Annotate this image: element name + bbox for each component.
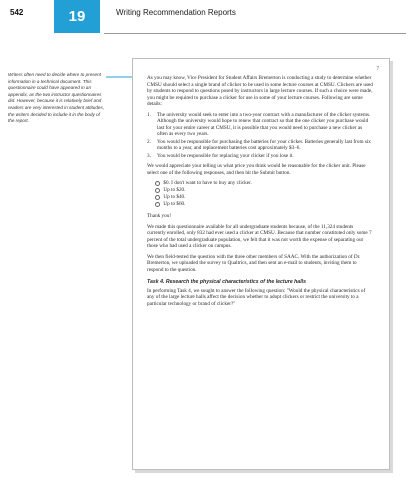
response-options [155, 180, 373, 208]
question-paragraph: We would appreciate your telling us what price you think would be reasonable for the clicker unit. Please select one of the following responses, and then hit the Submit button. [147, 163, 366, 176]
running-title: Writing Recommendation Reports [116, 8, 236, 17]
list-item-text: You would be responsible for replacing your clicker if you lose it. [157, 152, 294, 159]
list-item [147, 153, 373, 160]
radio-button[interactable] [155, 181, 160, 186]
intro-paragraph: As you may know, Vice President for Student Affairs Bremerton is conducting a study to determine whether CMSU should select a single brand of clicker to be used in some lecture courses at CMSU. Clickers are used by students to respond to questions posed by instructors in large lecture courses. If such a choice were made, you might be required to purchase a clicker for use in some of your lecture courses. Following are some details: [147, 75, 373, 107]
response-option[interactable] [155, 187, 373, 194]
list-item-number: 2. [147, 138, 151, 145]
page-header [0, 0, 414, 36]
body-paragraph: We made this questionnaire available for all undergraduate students because, of the 11,324 students currently enrolled, only 832 had ever used a clicker at CMSU. Because that number constituted only some 7 percent of the total undergraduate population, we felt that it was not worth the expense of separating out those who had used a clicker on campus. [147, 223, 372, 249]
thank-you-text: Thank you! [147, 213, 172, 219]
response-option[interactable] [155, 194, 373, 201]
list-item [147, 139, 373, 152]
page-number: 542 [10, 8, 24, 17]
option-label: Up to $60. [163, 201, 186, 208]
response-option[interactable] [155, 201, 373, 208]
list-item-text: You would be responsible for purchasing the batteries for your clicker. Batteries generally last from six months to a year, and replacement batteries cost approximately $3–6. [157, 138, 371, 151]
option-label: $0. I don't want to have to buy any clicker. [163, 180, 252, 187]
option-label: Up to $40. [163, 194, 186, 201]
option-label: Up to $20. [163, 187, 186, 194]
list-item-number: 1. [147, 111, 151, 118]
document-page-number: 7 [376, 67, 379, 72]
body-paragraph: We then field-tested the question with the three other members of SAAC. With the authorization of Dr. Bremerton, we uploaded the survey to Qualtrics, and then sent an e-mail to students, inviting them to respond to the question. [147, 253, 361, 273]
chapter-tab: 19 [54, 0, 100, 33]
document-body [147, 75, 373, 311]
list-item [147, 112, 373, 138]
task-heading: Task 4. Research the physical characteristics of the lecture halls [147, 279, 306, 285]
list-item-text: The university would seek to enter into a two-year contract with a manufacturer of the clicker systems. Although the university would hope to renew that contract so that the one clicker you purchase would last for your entire career at CMSU, it is possible that you would need to purchase a new clicker as often as every two years. [157, 111, 371, 137]
radio-button[interactable] [155, 195, 160, 200]
response-option[interactable] [155, 180, 373, 187]
document-excerpt [132, 58, 390, 470]
header-rule [104, 33, 406, 34]
task-paragraph: In performing Task 4, we sought to answer the following question: "Would the physical characteristics of any of the large lecture halls affect the decision whether to adopt clickers or restrict the university to a particular technology or brand of clicker?" [147, 287, 366, 307]
list-item-number: 3. [147, 152, 151, 159]
margin-note: Writers often need to decide where to present information in a technical document. This questionnaire could have appeared in an appendix, as the two instructor questionnaires did. However, because it is relatively brief and readers are very interested in student attitudes, the writers decided to include it in the body of the report. [8, 72, 105, 124]
radio-button[interactable] [155, 202, 160, 207]
radio-button[interactable] [155, 188, 160, 193]
details-list [147, 112, 373, 160]
